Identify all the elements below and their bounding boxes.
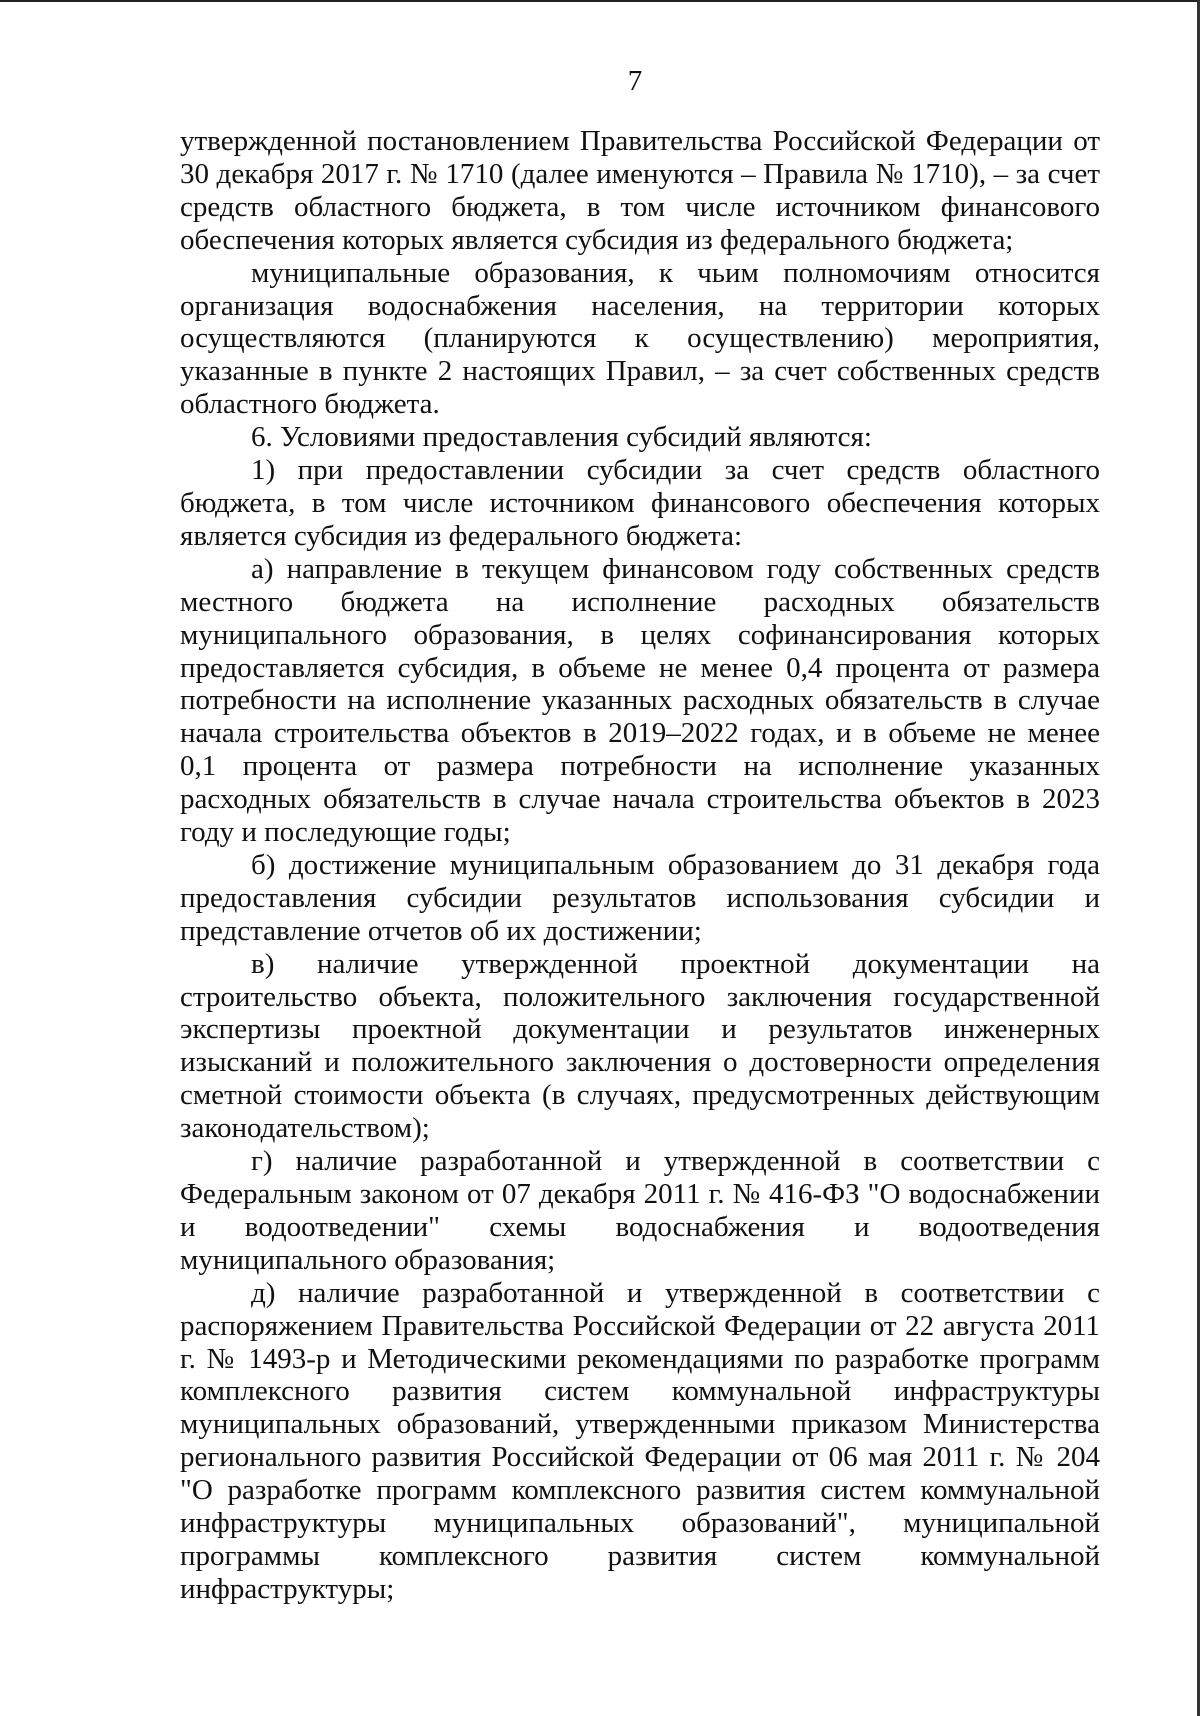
paragraph-item-d: д) наличие разработанной и утвержденной в соответствии с распоряжением Правительства Российской Федерации от 22 августа 2011 г. № 1493-р и Методическими рекомендациями по разработке программ комплексного развития систем коммунальной инфраструктуры муниципальных образований, утвержденными приказом Министерства регионального развития Российской Федерации от 06 мая 2011 г. № 204 "О разработке программ комплексного развития систем коммунальной инфраструктуры муниципальных образований", муниципальной программы комплексного развития систем коммунальной инфраструктуры;	[180, 1276, 1100, 1605]
paragraph-item-v: в) наличие утвержденной проектной документации на строительство объекта, положительного заключения государственной экспертизы проектной документации и результатов инженерных изысканий и положительного заключения о достоверности определения сметной стоимости объекта (в случаях, предусмотренных действующим законодательством);	[180, 947, 1100, 1145]
paragraph-section-6-heading: 6. Условиями предоставления субсидий являются:	[251, 421, 872, 454]
paragraph-item-1: 1) при предоставлении субсидии за счет средств областного бюджета, в том числе источником финансового обеспечения которых является субсидия из федерального бюджета:	[180, 454, 1100, 552]
paragraph-item-b: б) достижение муниципальным образованием до 31 декабря года предоставления субсидии результатов использования субсидии и представление отчетов об их достижении;	[180, 848, 1100, 947]
paragraph-item-a: а) направление в текущем финансовом году собственных средств местного бюджета на исполнение расходных обязательств муниципального образования, в целях софинансирования которых предоставляется субсидия, в объеме не менее 0,4 процента от размера потребности на исполнение указанных расходных обязательств в случае начала строительства объектов в 2019–2022 годах, и в объеме не менее 0,1 процента от размера потребности на исполнение указанных расходных обязательств в случае начала строительства объектов в 2023 году и последующие годы;	[180, 552, 1100, 849]
scan-border-top	[0, 0, 1200, 2]
paragraph-municipal-formations: муниципальные образования, к чьим полномочиям относится организация водоснабжения населения, на территории которых осуществляются (планируются к осуществлению) мероприятия, указанные в пункте 2 настоящих Правил, – за счет собственных средств областного бюджета.	[180, 256, 1100, 421]
page-number: 7	[627, 65, 643, 97]
paragraph-continuation: утвержденной постановлением Правительства Российской Федерации от 30 декабря 2017 г. № 1710 (далее именуются – Правила № 1710), – за счет средств областного бюджета, в том числе источником финансового обеспечения которых является субсидия из федерального бюджета;	[180, 125, 1100, 256]
paragraph-item-g: г) наличие разработанной и утвержденной в соответствии с Федеральным законом от 07 декабря 2011 г. № 416-ФЗ "О водоснабжении и водоотведении" схемы водоснабжения и водоотведения муниципального образования;	[180, 1145, 1100, 1276]
document-body	[180, 125, 1100, 1606]
